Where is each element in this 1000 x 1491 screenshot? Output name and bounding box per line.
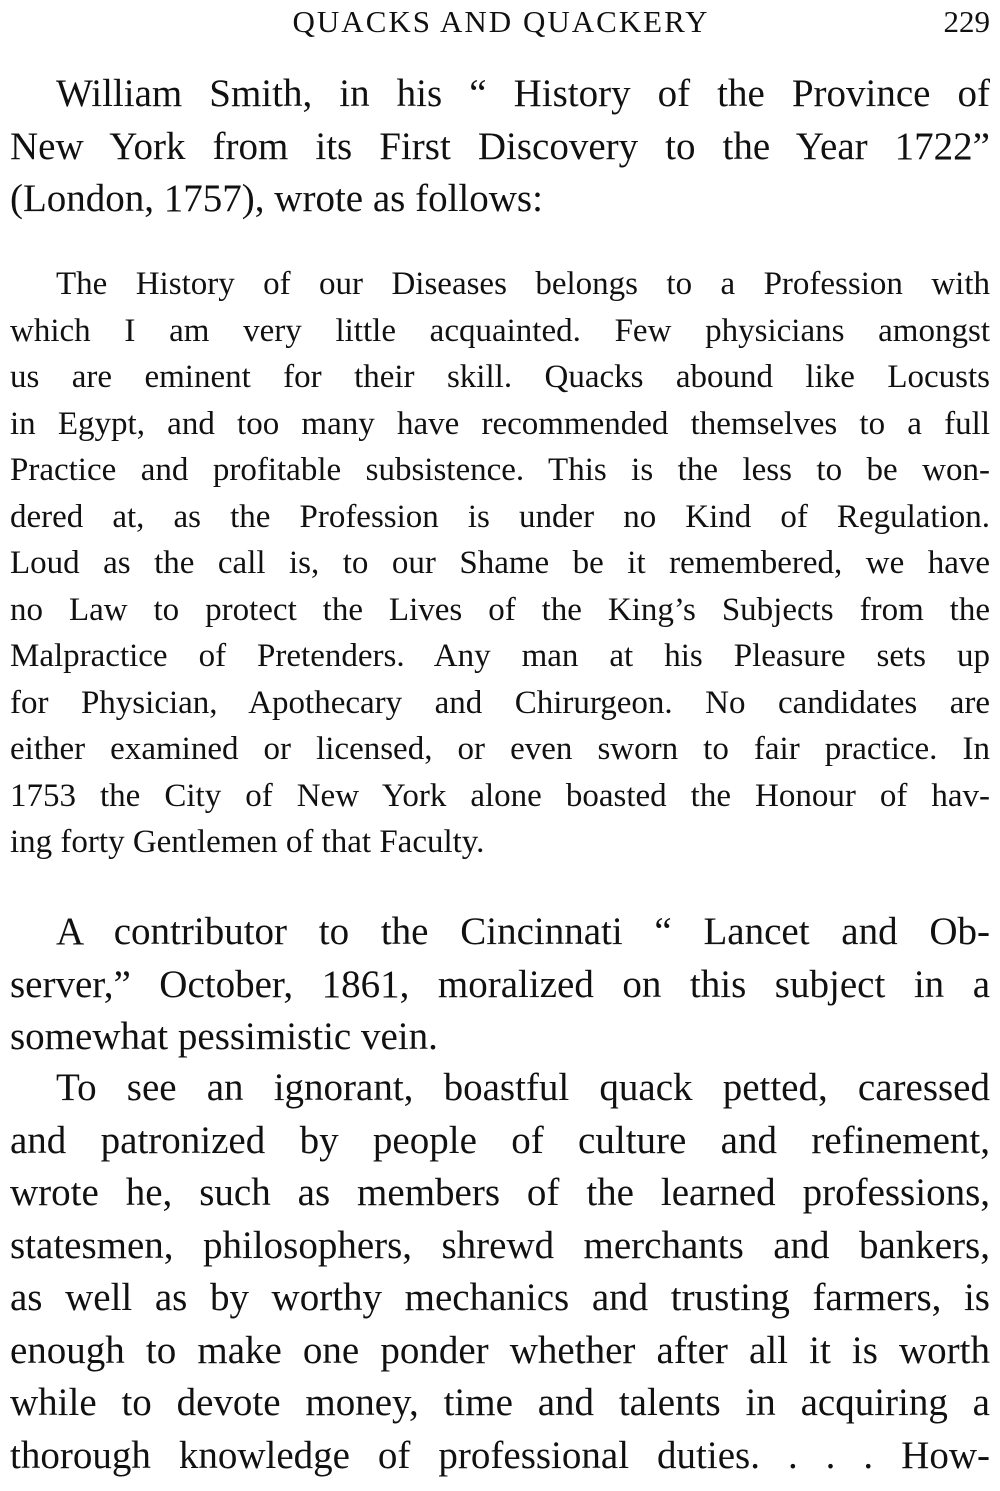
- text-line: server,” October, 1861, moralized on this subject in a: [10, 962, 990, 1006]
- text-line: Loud as the call is, to our Shame be it remembered, we have: [10, 545, 990, 581]
- body-paragraph: [10, 906, 990, 1064]
- text-line: somewhat pessimistic vein.: [10, 1015, 438, 1058]
- text-line: and patronized by people of culture and refinement,: [10, 1118, 990, 1162]
- running-title: QUACKS AND QUACKERY: [292, 4, 710, 39]
- text-line: statesmen, philosophers, shrewd merchants and bankers,: [10, 1223, 990, 1267]
- text-line: as well as by worthy mechanics and trusting farmers, is: [10, 1276, 990, 1319]
- text-line: enough to make one ponder whether after all it is worth: [10, 1328, 990, 1372]
- text-line: 1753 the City of New York alone boasted the Honour of hav-: [10, 777, 990, 814]
- text-line: while to devote money, time and talents in acquiring a: [10, 1381, 990, 1424]
- text-line: thorough knowledge of professional duties. . . . How-: [10, 1433, 990, 1477]
- text-line: ing forty Gentlemen of that Faculty.: [10, 824, 485, 860]
- text-line: William Smith, in his “ History of the Province of: [56, 72, 990, 115]
- text-line: To see an ignorant, boastful quack petted, caressed: [56, 1066, 990, 1109]
- text-line: wrote he, such as members of the learned professions,: [10, 1171, 990, 1214]
- text-line: dered at, as the Profession is under no Kind of Regulation.: [10, 498, 990, 535]
- text-line: which I am very little acquainted. Few physicians amongst: [10, 312, 990, 349]
- text-line: Practice and profitable subsistence. This is the less to be won-: [10, 452, 990, 488]
- running-head: [10, 2, 992, 42]
- text-line: Malpractice of Pretenders. Any man at his Pleasure sets up: [10, 638, 990, 674]
- text-line: The History of our Diseases belongs to a Profession with: [56, 266, 990, 302]
- text-line: us are eminent for their skill. Quacks abound like Locusts: [10, 359, 990, 395]
- text-line: in Egypt, and too many have recommended themselves to a full: [10, 405, 990, 442]
- intro-paragraph: [10, 68, 990, 226]
- text-line: for Physician, Apothecary and Chirurgeon. No candidates are: [10, 684, 990, 721]
- page-number: 229: [943, 4, 990, 39]
- text-line: either examined or licensed, or even sworn to fair practice. In: [10, 731, 990, 767]
- text-line: no Law to protect the Lives of the King’s Subjects from the: [10, 591, 990, 628]
- text-line: A contributor to the Cincinnati “ Lancet and Ob-: [56, 910, 990, 953]
- body-paragraph: [10, 1062, 990, 1482]
- text-line: New York from its First Discovery to the Year 1722”: [10, 124, 990, 168]
- block-quotation: [10, 261, 990, 866]
- text-line: (London, 1757), wrote as follows:: [10, 177, 543, 220]
